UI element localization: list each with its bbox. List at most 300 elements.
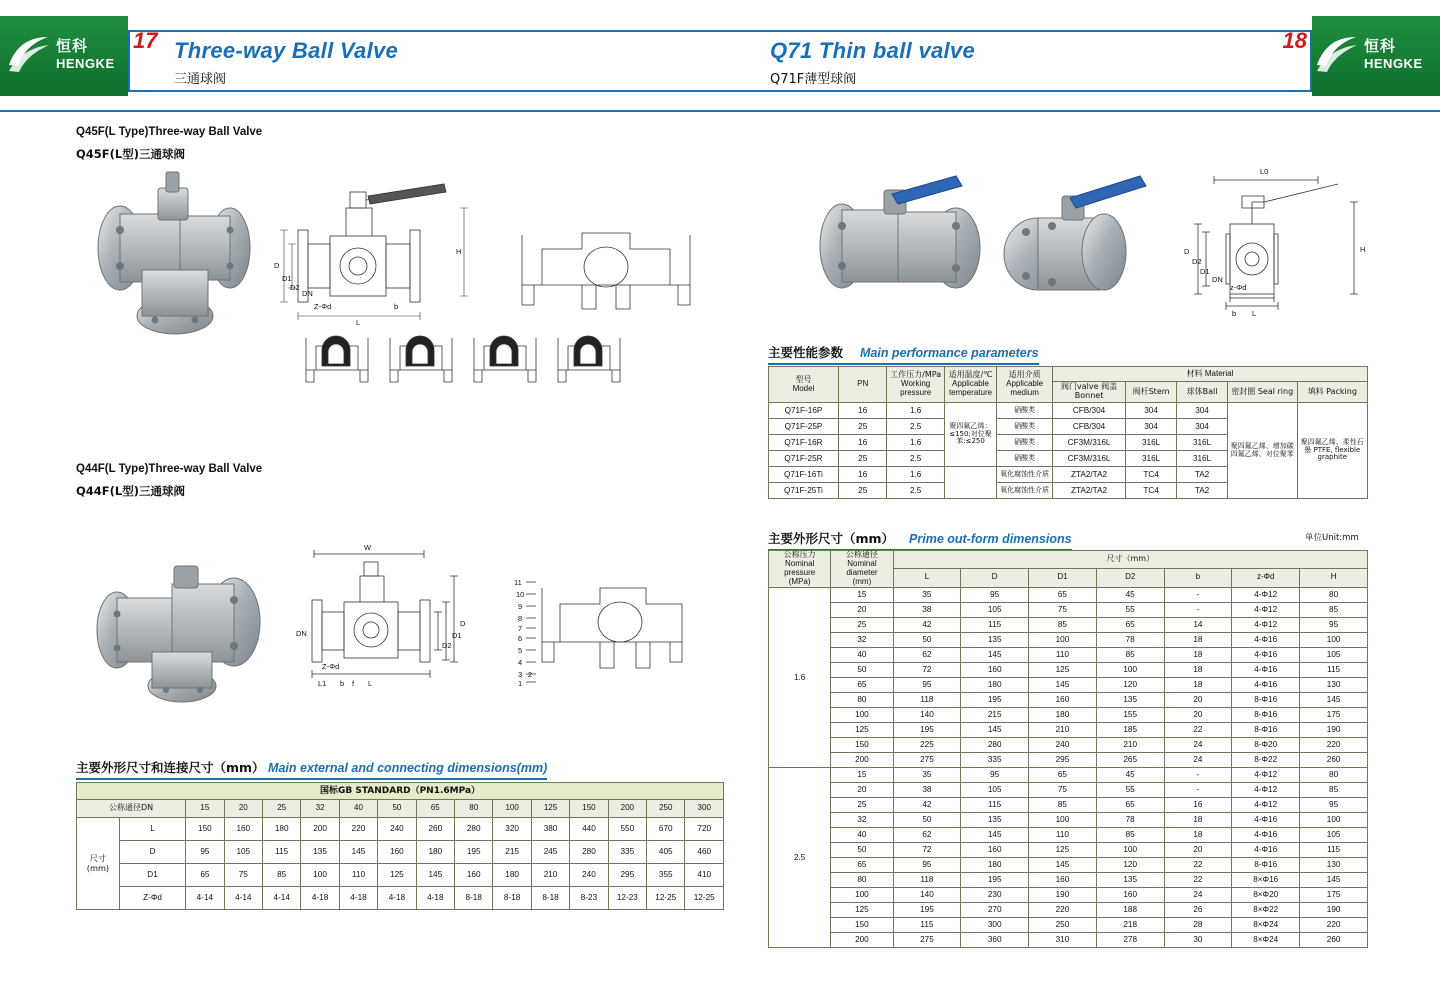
value-cell: 200 [301,818,339,841]
value-cell: 42 [893,617,961,632]
value-cell: 130 [1300,677,1368,692]
svg-text:D1: D1 [452,631,462,640]
perf-title-en: Main performance parameters [859,346,1039,360]
value-cell: 78 [1096,632,1164,647]
value-cell: 195 [893,722,961,737]
svg-text:1: 1 [518,679,523,688]
value-cell: 8-23 [570,887,608,910]
value-cell: 65 [1029,587,1097,602]
dn-cell: 65 [831,857,893,872]
medium-cell: 硝酸类 [997,451,1053,467]
value-cell: 8×Φ24 [1232,932,1300,947]
value-cell: 280 [570,841,608,864]
value-cell: 4-18 [301,887,339,910]
unit-note: 单位Unit:mm [1305,533,1359,543]
value-cell: 275 [893,932,961,947]
value-cell: 95 [961,587,1029,602]
value-cell: 4-Φ16 [1232,647,1300,662]
value-cell: 105 [1300,647,1368,662]
pn-header: PN [838,367,887,403]
value-cell: 160 [1096,887,1164,902]
svg-text:L0: L0 [1260,167,1269,176]
left-table-title [76,758,547,776]
table-row [769,827,1368,842]
value-cell: 18 [1164,812,1232,827]
perf-table-title [768,343,1039,361]
dn-cell: 250 [647,800,685,818]
value-cell: 65 [1096,617,1164,632]
value-cell: 175 [1300,707,1368,722]
model-cell: Q71F-16Ti [769,467,839,483]
model-cell: Q71F-25P [769,419,839,435]
row-label: D1 [119,864,185,887]
temp-header: 适用温度/℃ Applicable temperature [944,367,996,403]
svg-text:z-Φd: z-Φd [1230,283,1247,292]
table-row [769,632,1368,647]
value-cell: 160 [224,818,262,841]
ball-cell: 304 [1177,419,1228,435]
value-cell: 310 [1029,932,1097,947]
value-cell: 4-14 [262,887,300,910]
value-cell: 18 [1164,827,1232,842]
q71f-valve-photo-1 [806,170,992,300]
value-cell: 20 [1164,707,1232,722]
dn-cell: 15 [831,587,893,602]
q45f-valve-photo [80,170,270,345]
value-cell: 215 [961,707,1029,722]
title-box-left [128,30,740,92]
value-cell: 145 [1029,857,1097,872]
value-cell: 80 [1300,767,1368,782]
bonnet-cell: ZTA2/TA2 [1053,467,1126,483]
value-cell: 240 [378,818,416,841]
dn-cell: 150 [831,917,893,932]
dn-cell: 100 [831,887,893,902]
packing-cell: 聚四氟乙烯、柔性石墨 PTFE, flexible graphite [1297,403,1367,499]
section-heading-q44f-en: Q44F(L Type)Three-way Ball Valve [76,463,263,475]
dim-col-header: b [1164,568,1232,587]
svg-text:D1: D1 [1200,267,1210,276]
value-cell: 95 [893,857,961,872]
model-header: 型号 Model [769,367,839,403]
value-cell: 220 [1300,737,1368,752]
value-cell: 4-Φ12 [1232,797,1300,812]
table-row [769,677,1368,692]
value-cell: 8-18 [455,887,493,910]
wp-cell: 2.5 [887,483,944,499]
value-cell: 335 [608,841,646,864]
svg-text:6: 6 [518,634,523,643]
value-cell: 4-Φ12 [1232,617,1300,632]
svg-text:D2: D2 [1192,257,1202,266]
value-cell: 210 [531,864,569,887]
value-cell: 4-Φ16 [1232,662,1300,677]
dn-cell: 50 [831,842,893,857]
dn-cell: 25 [262,800,300,818]
table-row [77,818,724,841]
svg-text:D2: D2 [290,283,300,292]
medium-cell: 硝酸类 [997,403,1053,419]
value-cell: 62 [893,827,961,842]
value-cell: 118 [893,872,961,887]
value-cell: 110 [1029,647,1097,662]
hengke-leaf-icon-right [1314,35,1360,73]
dn-cell: 20 [831,602,893,617]
value-cell: 335 [961,752,1029,767]
value-cell: 4-Φ16 [1232,677,1300,692]
svg-text:L1: L1 [318,679,327,688]
value-cell: 145 [1300,692,1368,707]
dn-cell: 200 [831,752,893,767]
value-cell: 188 [1096,902,1164,917]
value-cell: 100 [1096,662,1164,677]
value-cell: 140 [893,707,961,722]
medium-cell: 氧化腐蚀性介质 [997,483,1053,499]
value-cell: 20 [1164,692,1232,707]
value-cell: 62 [893,647,961,662]
packing-header: 填料 Packing [1297,382,1367,403]
value-cell: 85 [1300,602,1368,617]
value-cell: 55 [1096,602,1164,617]
model-cell: Q71F-16P [769,403,839,419]
value-cell: 145 [961,722,1029,737]
section-heading-q45f-cn: Q45F(L型)三通球阀 [76,147,185,161]
wp-cell: 2.5 [887,419,944,435]
value-cell: 65 [1096,797,1164,812]
value-cell: 180 [961,677,1029,692]
dn-cell: 80 [831,872,893,887]
value-cell: 100 [301,864,339,887]
value-cell: 145 [961,827,1029,842]
value-cell: 42 [893,797,961,812]
logo-en-right: HENGKE [1364,55,1423,71]
table-row [769,887,1368,902]
svg-text:D: D [274,261,280,270]
value-cell: 210 [1029,722,1097,737]
value-cell: 18 [1164,632,1232,647]
value-cell: 280 [961,737,1029,752]
value-cell: 8×Φ22 [1232,902,1300,917]
value-cell: 300 [961,917,1029,932]
value-cell: 72 [893,842,961,857]
pn-cell: 25 [838,419,887,435]
value-cell: 8×Φ16 [1232,872,1300,887]
svg-text:4: 4 [518,658,523,667]
value-cell: 24 [1164,887,1232,902]
value-cell: 35 [893,767,961,782]
value-cell: 215 [493,841,531,864]
value-cell: 440 [570,818,608,841]
q44f-front-drawing [278,540,488,700]
wp-cell: 1.6 [887,467,944,483]
main-dimensions-table [76,782,724,910]
size-group-header: 尺寸（mm） [893,551,1367,569]
value-cell: 4-14 [224,887,262,910]
dn-cell: 100 [831,707,893,722]
wp-cell: 1.6 [887,435,944,451]
standard-band: 国标GB STANDARD（PN1.6MPa） [77,783,724,800]
value-cell: 100 [1300,632,1368,647]
value-cell: 115 [262,841,300,864]
value-cell: 135 [961,812,1029,827]
value-cell: 85 [1029,617,1097,632]
svg-text:5: 5 [518,646,523,655]
value-cell: 4-14 [186,887,224,910]
value-cell: 30 [1164,932,1232,947]
row-label: L [119,818,185,841]
temp-cell [944,467,996,499]
size-label: 尺寸 (mm) [77,818,120,910]
value-cell: 185 [1096,722,1164,737]
value-cell: 245 [531,841,569,864]
value-cell: 80 [1300,587,1368,602]
value-cell: 218 [1096,917,1164,932]
section-heading-q44f-cn: Q44F(L型)三通球阀 [76,484,185,498]
value-cell: 85 [262,864,300,887]
dn-cell: 125 [831,722,893,737]
value-cell: 190 [1300,722,1368,737]
value-cell: 65 [1029,767,1097,782]
dn-cell: 32 [301,800,339,818]
dn-cell: 200 [831,932,893,947]
value-cell: 18 [1164,662,1232,677]
value-cell: 295 [1029,752,1097,767]
pn-cell: 16 [838,403,887,419]
table-row [769,797,1368,812]
svg-text:D2: D2 [442,641,452,650]
dims-table-title [768,529,1072,547]
svg-text:H: H [456,247,462,256]
dn-cell: 40 [339,800,377,818]
value-cell: 240 [570,864,608,887]
value-cell: 100 [1029,632,1097,647]
q45f-flow-schematics [300,330,630,388]
svg-text:2: 2 [528,670,533,679]
ball-cell: TA2 [1177,467,1228,483]
value-cell: 190 [1029,887,1097,902]
value-cell: 50 [893,632,961,647]
value-cell: 260 [416,818,454,841]
value-cell: 280 [455,818,493,841]
dn-cell: 300 [685,800,724,818]
value-cell: 12-23 [608,887,646,910]
value-cell: 145 [416,864,454,887]
value-cell: 295 [608,864,646,887]
bonnet-cell: CFB/304 [1053,419,1126,435]
svg-text:9: 9 [518,602,523,611]
value-cell: 4-Φ12 [1232,767,1300,782]
value-cell: 145 [339,841,377,864]
bonnet-cell: ZTA2/TA2 [1053,483,1126,499]
svg-text:D: D [1184,247,1190,256]
stem-cell: TC4 [1126,483,1177,499]
table-row [769,722,1368,737]
stem-cell: 304 [1126,403,1177,419]
table-row [769,662,1368,677]
table-row [77,783,724,800]
value-cell: 18 [1164,677,1232,692]
value-cell: 410 [685,864,724,887]
value-cell: 24 [1164,737,1232,752]
value-cell: 4-18 [416,887,454,910]
dn-cell: 25 [831,797,893,812]
sealring-header: 密封圈 Seal ring [1227,382,1297,403]
value-cell: 95 [893,677,961,692]
table-row [77,887,724,910]
table-row [769,647,1368,662]
value-cell: 38 [893,602,961,617]
value-cell: 95 [186,841,224,864]
svg-text:8: 8 [518,614,523,623]
table-row [769,782,1368,797]
dn-cell: 125 [531,800,569,818]
bonnet-cell: CF3M/316L [1053,451,1126,467]
value-cell: 220 [339,818,377,841]
svg-text:Z-Φd: Z-Φd [322,662,340,671]
material-header: 材料 Material [1053,367,1368,382]
value-cell: 8-Φ16 [1232,707,1300,722]
value-cell: 230 [961,887,1029,902]
value-cell: 145 [961,647,1029,662]
svg-text:L: L [1252,309,1257,318]
value-cell: 210 [1096,737,1164,752]
value-cell: 75 [224,864,262,887]
page-number-right: 18 [1282,28,1307,53]
value-cell: 18 [1164,647,1232,662]
value-cell: 115 [893,917,961,932]
logo-en-left: HENGKE [56,55,115,71]
value-cell: 550 [608,818,646,841]
table-row [769,917,1368,932]
value-cell: 4-Φ16 [1232,632,1300,647]
dn-cell: 65 [416,800,454,818]
svg-text:W: W [364,543,372,552]
svg-text:D1: D1 [282,274,292,283]
section-heading-q45f-en: Q45F(L Type)Three-way Ball Valve [76,126,263,138]
table-row [769,587,1368,602]
dn-cell: 80 [831,692,893,707]
dn-cell: 100 [493,800,531,818]
svg-text:b: b [340,679,345,688]
value-cell: 85 [1029,797,1097,812]
value-cell: 110 [339,864,377,887]
table-row [77,800,724,818]
table-row [769,602,1368,617]
value-cell: 22 [1164,722,1232,737]
dn-header: 公称通径DN [77,800,186,818]
q71f-section-drawing [1168,162,1378,322]
value-cell: 105 [1300,827,1368,842]
table-row [769,617,1368,632]
value-cell: 4-Φ12 [1232,587,1300,602]
pressure-cell: 1.6 [769,587,831,767]
svg-text:b: b [1232,309,1237,318]
left-table-title-en: Main external and connecting dimensions(mm) [268,761,548,775]
nominal-pressure-header: 公称压力 Nominal pressure (MPa) [769,551,831,588]
value-cell: 26 [1164,902,1232,917]
svg-text:DN: DN [1212,275,1223,284]
medium-cell: 硝酸类 [997,419,1053,435]
ball-cell: TA2 [1177,483,1228,499]
value-cell: 105 [961,782,1029,797]
value-cell: 75 [1029,602,1097,617]
value-cell: 72 [893,662,961,677]
dim-col-header: L [893,568,961,587]
value-cell: 265 [1096,752,1164,767]
value-cell: 125 [1029,842,1097,857]
value-cell: 130 [1300,857,1368,872]
logo-text-right [1364,36,1423,71]
dn-cell: 40 [831,647,893,662]
table-row [769,842,1368,857]
value-cell: 135 [301,841,339,864]
value-cell: 20 [1164,842,1232,857]
table-row [769,707,1368,722]
value-cell: 118 [893,692,961,707]
value-cell: 145 [1029,677,1097,692]
dn-cell: 65 [831,677,893,692]
value-cell: 135 [1096,692,1164,707]
value-cell: 180 [262,818,300,841]
svg-text:DN: DN [296,629,307,638]
svg-text:Z-Φd: Z-Φd [314,302,332,311]
value-cell: 110 [1029,827,1097,842]
dim-col-header: D [961,568,1029,587]
value-cell: 14 [1164,617,1232,632]
value-cell: 260 [1300,932,1368,947]
dim-col-header: H [1300,568,1368,587]
model-cell: Q71F-16R [769,435,839,451]
svg-text:10: 10 [516,590,525,599]
dn-cell: 20 [831,782,893,797]
medium-cell: 硝酸类 [997,435,1053,451]
pn-cell: 25 [838,451,887,467]
dn-cell: 150 [831,737,893,752]
table-row [769,752,1368,767]
value-cell: 8-Φ16 [1232,692,1300,707]
dn-cell: 15 [186,800,224,818]
value-cell: 160 [961,662,1029,677]
model-cell: Q71F-25R [769,451,839,467]
row-label: Z-Φd [119,887,185,910]
value-cell: 8-Φ20 [1232,737,1300,752]
bonnet-cell: CF3M/316L [1053,435,1126,451]
dim-col-header: D2 [1096,568,1164,587]
pn-cell: 25 [838,483,887,499]
value-cell: 35 [893,587,961,602]
value-cell: 4-18 [339,887,377,910]
value-cell: 180 [416,841,454,864]
value-cell: 8-18 [531,887,569,910]
q44f-valve-photo [82,560,272,710]
value-cell: 140 [893,887,961,902]
value-cell: 115 [1300,842,1368,857]
table-row [769,367,1368,382]
q44f-section-drawing [496,566,696,696]
value-cell: 195 [893,902,961,917]
prime-dimensions-table [768,550,1368,948]
dim-col-header: D1 [1029,568,1097,587]
value-cell: 135 [1096,872,1164,887]
table-row [769,932,1368,947]
svg-text:f: f [352,679,355,688]
dn-cell: 20 [224,800,262,818]
value-cell: 220 [1029,902,1097,917]
value-cell: 4-Φ12 [1232,782,1300,797]
value-cell: 180 [961,857,1029,872]
wp-cell: 1.6 [887,403,944,419]
logo-cn-right: 恒科 [1364,36,1397,55]
